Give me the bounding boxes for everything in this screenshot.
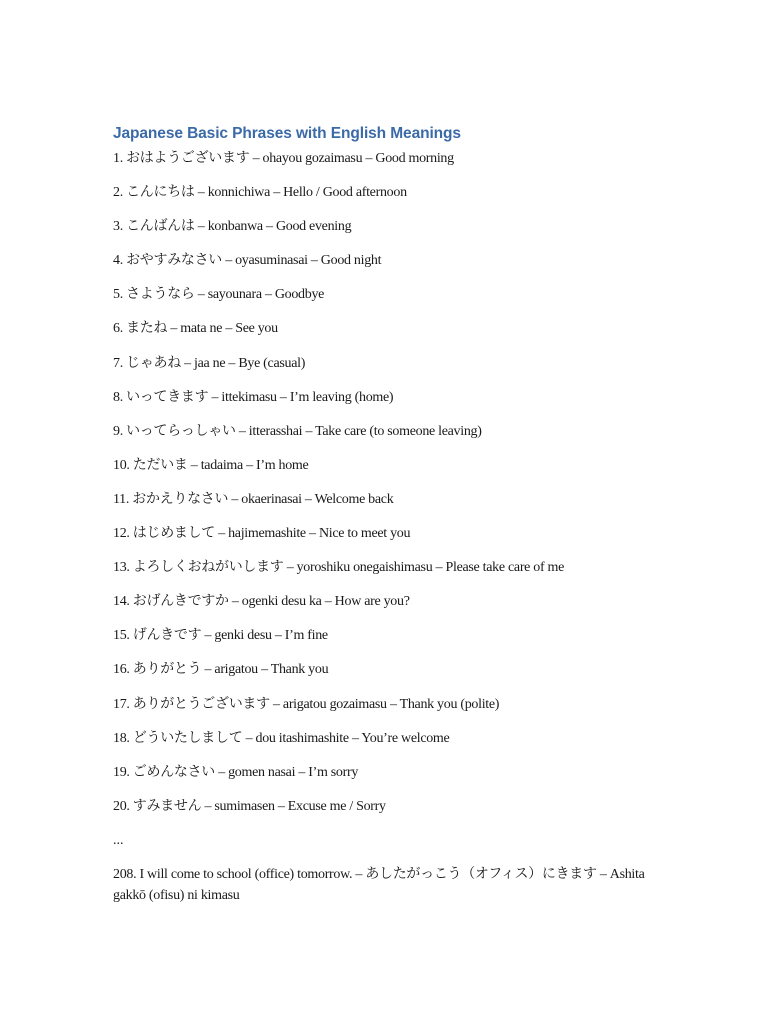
omitted-items-ellipsis: ... xyxy=(113,832,124,848)
phrase-item: 14. おげんきですか – ogenki desu ka – How are you? xyxy=(113,594,410,610)
document-title: Japanese Basic Phrases with English Meanings xyxy=(113,125,461,142)
phrase-item: 9. いってらっしゃい – itterasshai – Take care (to someone leaving) xyxy=(113,423,482,439)
phrase-item: 7. じゃあね – jaa ne – Bye (casual) xyxy=(113,355,306,371)
phrase-item: 19. ごめんなさい – gomen nasai – I’m sorry xyxy=(113,764,359,780)
phrase-item: 12. はじめまして – hajimemashite – Nice to meet you xyxy=(113,526,411,542)
phrase-item: 17. ありがとうございます – arigatou gozaimasu – Thank you (polite) xyxy=(113,696,500,712)
phrase-item: 20. すみません – sumimasen – Excuse me / Sorry xyxy=(113,798,386,814)
phrase-item: 11. おかえりなさい – okaerinasai – Welcome back xyxy=(113,491,394,507)
phrase-list xyxy=(113,150,653,816)
phrase-item: 5. さようなら – sayounara – Goodbye xyxy=(113,287,325,303)
phrase-item: 8. いってきます – ittekimasu – I’m leaving (home) xyxy=(113,389,394,405)
phrase-item: 13. よろしくおねがいします – yoroshiku onegaishimasu – Please take care of me xyxy=(113,560,565,576)
phrase-item: 18. どういたしまして – dou itashimashite – You’re welcome xyxy=(113,730,450,746)
phrase-item: 15. げんきです – genki desu – I’m fine xyxy=(113,628,328,644)
phrase-item: 4. おやすみなさい – oyasuminasai – Good night xyxy=(113,253,382,269)
document-page xyxy=(113,124,653,906)
phrase-item: 1. おはようございます – ohayou gozaimasu – Good morning xyxy=(113,151,454,166)
phrase-item: 2. こんにちは – konnichiwa – Hello / Good afternoon xyxy=(113,185,407,201)
phrase-item: 3. こんばんは – konbanwa – Good evening xyxy=(113,219,352,235)
phrase-item: 16. ありがとう – arigatou – Thank you xyxy=(113,662,329,678)
final-phrase-item: 208. I will come to school (office) tomorrow. – あしたがっこう（オフィス）にきます – Ashita gakkō (ofisu) ni kimasu xyxy=(113,866,645,903)
phrase-item: 6. またね – mata ne – See you xyxy=(113,321,278,337)
phrase-item: 10. ただいま – tadaima – I’m home xyxy=(113,457,309,473)
